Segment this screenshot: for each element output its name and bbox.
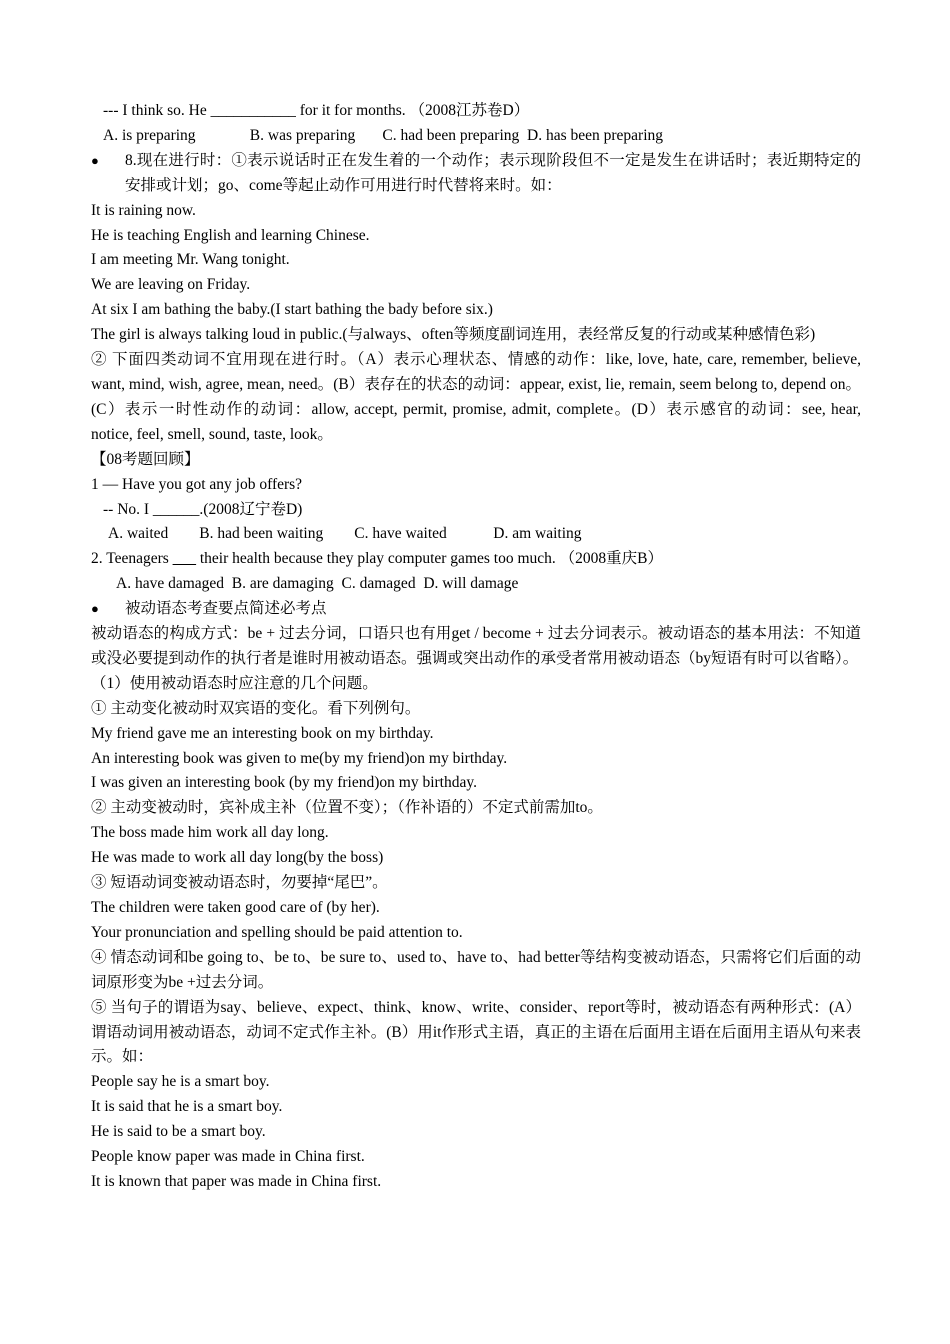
example-sentence: We are leaving on Friday. xyxy=(91,276,251,294)
example-sentence: He is said to be a smart boy. xyxy=(91,1123,266,1141)
answer-options: A. is preparing B. was preparing C. had been preparing D. has been preparing xyxy=(103,126,663,144)
answer-blank: ___ xyxy=(172,550,196,568)
example-sentence: My friend gave me an interesting book on my birthday. xyxy=(91,724,434,742)
question-line xyxy=(91,547,861,572)
document-page xyxy=(91,99,861,1195)
example-sentence: The boss made him work all day long. xyxy=(91,824,329,842)
example-sentence: It is said that he is a smart boy. xyxy=(91,1098,283,1116)
example-sentence: He was made to work all day long(by the boss) xyxy=(91,849,384,867)
question-text: 2. Teenagers xyxy=(91,550,173,568)
question-line: -- No. I ______.(2008辽宁卷D) xyxy=(103,500,303,518)
paragraph: The girl is always talking loud in public.(与always、often等频度副词连用，表经常反复的行动或某种感情色彩) xyxy=(91,326,816,344)
example-sentence: At six I am bathing the baby.(I start bathing the bady before six.) xyxy=(91,301,493,319)
bullet-text: 8.现在进行时：①表示说话时正在发生着的一个动作；表示现阶段但不一定是发生在讲话时；表近期特定的安排或计划；go、come等起止动作可用进行时代替将来时。如： xyxy=(125,151,861,194)
example-sentence: Your pronunciation and spelling should be paid attention to. xyxy=(91,923,463,941)
subheading: （1）使用被动语态时应注意的几个问题。 xyxy=(91,674,378,692)
bullet-item xyxy=(91,597,861,622)
example-sentence: People say he is a smart boy. xyxy=(91,1073,270,1091)
answer-options: A. have damaged B. are damaging C. damaged D. will damage xyxy=(116,575,519,593)
answer-options: A. waited B. had been waiting C. have waited D. am waiting xyxy=(108,525,582,543)
paragraph: ② 下面四类动词不宜用现在进行时。（A）表示心理状态、情感的动作：like, love, hate, care, remember, believe, want, mind, wish, agree, mean, need。(B）表存在的状态的动词：appear, exist, lie, remain, seem belong to, depend on。(C）表示一时性动作的动词：allow, accept, permit, promise, admit, complete。(D）表示感官的动词：see, hear, notice, feel, smell, sound, taste, look。 xyxy=(91,351,861,443)
bullet-icon: ● xyxy=(91,152,99,168)
example-sentence: An interesting book was given to me(by my friend)on my birthday. xyxy=(91,749,508,767)
bullet-item xyxy=(91,149,861,199)
paragraph: ⑤ 当句子的谓语为say、believe、expect、think、know、write、consider、report等时，被动语态有两种形式：(A）谓语动词用被动语态，动词不定式作主补。(B）用it作形式主语，真正的主语在后面用主语在后面用主语从句来表示。如： xyxy=(91,998,861,1066)
paragraph: ④ 情态动词和be going to、be to、be sure to、used to、have to、had better等结构变被动语态，只需将它们后面的动词原形变为be +过去分词。 xyxy=(91,948,861,991)
paragraph: 被动语态的构成方式：be + 过去分词，口语只也有用get / become + 过去分词表示。被动语态的基本用法：不知道或没必要提到动作的执行者是谁时用被动语态。强调或突出动作的承受者常用被动语态（by短语有时可以省略）。 xyxy=(91,625,861,667)
rule-line: ① 主动变化被动时双宾语的变化。看下列例句。 xyxy=(91,699,421,717)
text-line: --- I think so. He ___________ for it for months. （2008江苏卷D） xyxy=(103,102,530,119)
question-text: their health because they play computer games too much. （2008重庆B） xyxy=(195,550,663,568)
section-heading: 【08考题回顾】 xyxy=(91,450,200,468)
example-sentence: He is teaching English and learning Chinese. xyxy=(91,226,370,244)
bullet-icon: ● xyxy=(91,601,99,617)
bullet-text: 被动语态考查要点简述必考点 xyxy=(125,600,327,618)
example-sentence: People know paper was made in China first. xyxy=(91,1148,365,1166)
example-sentence: It is raining now. xyxy=(91,201,196,219)
example-sentence: I was given an interesting book (by my friend)on my birthday. xyxy=(91,774,477,792)
rule-line: ③ 短语动词变被动语态时，勿要掉“尾巴”。 xyxy=(91,874,388,892)
example-sentence: The children were taken good care of (by her). xyxy=(91,899,380,916)
rule-line: ② 主动变被动时，宾补成主补（位置不变）；（作补语的）不定式前需加to。 xyxy=(91,799,603,817)
example-sentence: It is known that paper was made in China first. xyxy=(91,1172,382,1190)
question-line: 1 — Have you got any job offers? xyxy=(91,475,303,493)
example-sentence: I am meeting Mr. Wang tonight. xyxy=(91,251,290,269)
